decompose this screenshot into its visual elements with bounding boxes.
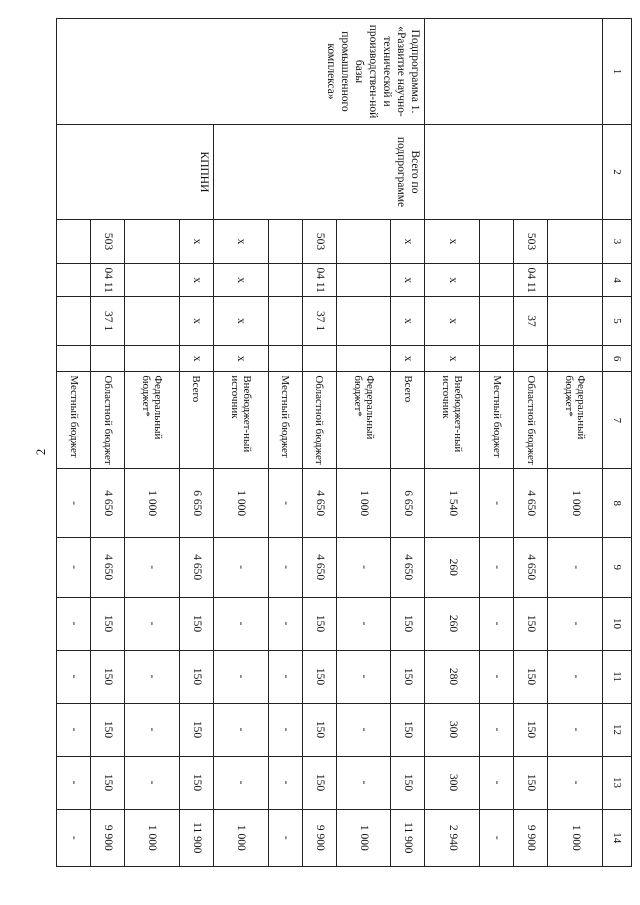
value-cell: 4 650 — [179, 537, 213, 597]
value-cell: 150 — [302, 756, 336, 809]
col4-cell — [548, 264, 603, 297]
col3-cell: х — [179, 219, 213, 263]
col3-cell: х — [391, 219, 425, 263]
value-cell: 1 000 — [125, 809, 180, 866]
value-cell: 11 900 — [391, 809, 425, 866]
value-cell: 150 — [514, 597, 548, 650]
header-cell: 11 — [603, 650, 632, 703]
value-cell: - — [57, 469, 91, 537]
col4-cell: х — [179, 264, 213, 297]
value-cell: 9 900 — [302, 809, 336, 866]
col6-cell: х — [179, 345, 213, 372]
value-cell: - — [125, 703, 180, 756]
source-cell: Внебюджет-ный источник — [425, 372, 480, 469]
header-cell: 8 — [603, 469, 632, 537]
value-cell: 2 940 — [425, 809, 480, 866]
value-cell: 280 — [425, 650, 480, 703]
header-cell: 7 — [603, 372, 632, 469]
value-cell: 4 650 — [514, 469, 548, 537]
col5-cell: 37 — [514, 297, 548, 346]
value-cell: - — [548, 597, 603, 650]
value-cell: 150 — [179, 597, 213, 650]
col3-cell: х — [213, 219, 268, 263]
kpni-label: КППНИ — [57, 125, 214, 220]
value-cell: 260 — [425, 537, 480, 597]
table-row — [391, 19, 425, 867]
col6-cell — [336, 345, 391, 372]
value-cell: - — [268, 756, 302, 809]
value-cell: 4 650 — [302, 469, 336, 537]
value-cell: - — [548, 650, 603, 703]
value-cell: 150 — [91, 650, 125, 703]
header-cell: 2 — [603, 125, 632, 220]
value-cell: 1 000 — [548, 469, 603, 537]
col4-cell — [57, 264, 91, 297]
source-cell: Всего — [179, 372, 213, 469]
value-cell: - — [336, 703, 391, 756]
col3-cell — [548, 219, 603, 263]
col6-cell — [268, 345, 302, 372]
source-cell: Местный бюджет — [480, 372, 514, 469]
header-cell: 12 — [603, 703, 632, 756]
col3-cell — [480, 219, 514, 263]
table-row — [548, 19, 603, 867]
col6-cell — [514, 345, 548, 372]
col5-cell: х — [391, 297, 425, 346]
col5-cell: 37 1 — [91, 297, 125, 346]
value-cell: - — [57, 756, 91, 809]
value-cell: 1 540 — [425, 469, 480, 537]
value-cell: - — [268, 469, 302, 537]
header-cell: 1 — [603, 19, 632, 125]
value-cell: - — [268, 809, 302, 866]
col6-cell: х — [213, 345, 268, 372]
value-cell: 150 — [391, 703, 425, 756]
header-cell: 6 — [603, 345, 632, 372]
value-cell: - — [213, 703, 268, 756]
header-cell: 9 — [603, 537, 632, 597]
value-cell: - — [480, 809, 514, 866]
col5-cell: 37 1 — [302, 297, 336, 346]
budget-table — [56, 18, 632, 867]
col6-cell — [548, 345, 603, 372]
source-cell: Областной бюджет — [91, 372, 125, 469]
source-cell: Местный бюджет — [57, 372, 91, 469]
source-cell: Федеральный бюджет* — [548, 372, 603, 469]
source-cell: Областной бюджет — [514, 372, 548, 469]
col3-cell — [336, 219, 391, 263]
value-cell: - — [480, 756, 514, 809]
table-row — [179, 19, 213, 867]
budget-table-wrapper — [56, 18, 632, 867]
value-cell: - — [213, 650, 268, 703]
value-cell: 150 — [302, 597, 336, 650]
col5-cell — [125, 297, 180, 346]
col4-cell: х — [425, 264, 480, 297]
value-cell: 4 650 — [514, 537, 548, 597]
col3-cell: 503 — [302, 219, 336, 263]
col6-cell — [91, 345, 125, 372]
value-cell: 1 000 — [125, 469, 180, 537]
col5-cell — [57, 297, 91, 346]
value-cell: - — [125, 756, 180, 809]
table-body — [57, 19, 632, 867]
value-cell: - — [57, 809, 91, 866]
value-cell: - — [480, 597, 514, 650]
value-cell: - — [125, 597, 180, 650]
value-cell: - — [213, 597, 268, 650]
source-cell: Местный бюджет — [268, 372, 302, 469]
source-cell: Федеральный бюджет* — [336, 372, 391, 469]
value-cell: 150 — [179, 650, 213, 703]
value-cell: - — [480, 703, 514, 756]
value-cell: 150 — [514, 703, 548, 756]
value-cell: - — [57, 650, 91, 703]
value-cell: 1 000 — [336, 469, 391, 537]
value-cell: - — [336, 597, 391, 650]
value-cell: 9 900 — [514, 809, 548, 866]
value-cell: 150 — [91, 756, 125, 809]
page-number: 2 — [33, 448, 48, 456]
header-cell: 14 — [603, 809, 632, 866]
col5-cell: х — [425, 297, 480, 346]
value-cell: 1 000 — [548, 809, 603, 866]
col6-cell — [302, 345, 336, 372]
value-cell: 1 000 — [213, 809, 268, 866]
value-cell: 1 000 — [336, 809, 391, 866]
value-cell: 150 — [91, 597, 125, 650]
value-cell: 11 900 — [179, 809, 213, 866]
value-cell: - — [480, 537, 514, 597]
value-cell: 150 — [179, 703, 213, 756]
col4-cell — [480, 264, 514, 297]
value-cell: 1 000 — [213, 469, 268, 537]
source-cell: Областной бюджет — [302, 372, 336, 469]
col1-cell — [425, 19, 603, 125]
col6-cell — [125, 345, 180, 372]
value-cell: - — [57, 703, 91, 756]
col3-cell: х — [425, 219, 480, 263]
source-cell: Всего — [391, 372, 425, 469]
col5-cell: х — [213, 297, 268, 346]
col3-cell: 503 — [91, 219, 125, 263]
value-cell: 150 — [391, 597, 425, 650]
col5-cell: х — [179, 297, 213, 346]
value-cell: 260 — [425, 597, 480, 650]
col6-cell — [480, 345, 514, 372]
header-cell: 4 — [603, 264, 632, 297]
value-cell: - — [548, 537, 603, 597]
col4-cell — [125, 264, 180, 297]
header-cell: 10 — [603, 597, 632, 650]
value-cell: - — [268, 650, 302, 703]
subprogram-name: Подпрограмма 1. «Развитие научно-технической и производствен-ной базы промышленного комплекса» — [57, 19, 425, 125]
value-cell: 150 — [391, 650, 425, 703]
col3-cell: 503 — [514, 219, 548, 263]
col5-cell — [268, 297, 302, 346]
header-cell: 5 — [603, 297, 632, 346]
value-cell: - — [213, 537, 268, 597]
value-cell: - — [268, 597, 302, 650]
value-cell: 4 650 — [91, 537, 125, 597]
col4-cell — [336, 264, 391, 297]
value-cell: 150 — [302, 703, 336, 756]
col4-cell: 04 11 — [302, 264, 336, 297]
value-cell: - — [336, 756, 391, 809]
col5-cell — [548, 297, 603, 346]
col4-cell: х — [391, 264, 425, 297]
value-cell: 150 — [514, 756, 548, 809]
value-cell: - — [336, 650, 391, 703]
value-cell: 150 — [179, 756, 213, 809]
value-cell: - — [125, 537, 180, 597]
col2-cell — [425, 125, 603, 220]
value-cell: 4 650 — [391, 537, 425, 597]
value-cell: - — [268, 703, 302, 756]
col5-cell — [336, 297, 391, 346]
value-cell: 6 650 — [391, 469, 425, 537]
value-cell: 300 — [425, 703, 480, 756]
value-cell: - — [480, 469, 514, 537]
header-cell: 13 — [603, 756, 632, 809]
col3-cell — [57, 219, 91, 263]
col3-cell — [125, 219, 180, 263]
header-cell: 3 — [603, 219, 632, 263]
value-cell: 6 650 — [179, 469, 213, 537]
value-cell: - — [57, 597, 91, 650]
col4-cell: х — [213, 264, 268, 297]
col4-cell: 04 11 — [514, 264, 548, 297]
col4-cell: 04 11 — [91, 264, 125, 297]
col4-cell — [268, 264, 302, 297]
value-cell: - — [268, 537, 302, 597]
value-cell: - — [548, 756, 603, 809]
value-cell: 4 650 — [302, 537, 336, 597]
value-cell: - — [480, 650, 514, 703]
col6-cell: х — [391, 345, 425, 372]
value-cell: - — [57, 537, 91, 597]
col3-cell — [268, 219, 302, 263]
subprogram-total-label: Всего по подпрограмме — [213, 125, 425, 220]
value-cell: 150 — [514, 650, 548, 703]
source-cell: Федеральный бюджет* — [125, 372, 180, 469]
col5-cell — [480, 297, 514, 346]
col6-cell — [57, 345, 91, 372]
value-cell: 4 650 — [91, 469, 125, 537]
value-cell: - — [548, 703, 603, 756]
value-cell: - — [125, 650, 180, 703]
value-cell: - — [336, 537, 391, 597]
value-cell: 150 — [91, 703, 125, 756]
header-row — [603, 19, 632, 867]
value-cell: 150 — [391, 756, 425, 809]
value-cell: - — [213, 756, 268, 809]
col6-cell: х — [425, 345, 480, 372]
value-cell: 300 — [425, 756, 480, 809]
value-cell: 150 — [302, 650, 336, 703]
value-cell: 9 900 — [91, 809, 125, 866]
source-cell: Внебюджет-ный источник — [213, 372, 268, 469]
